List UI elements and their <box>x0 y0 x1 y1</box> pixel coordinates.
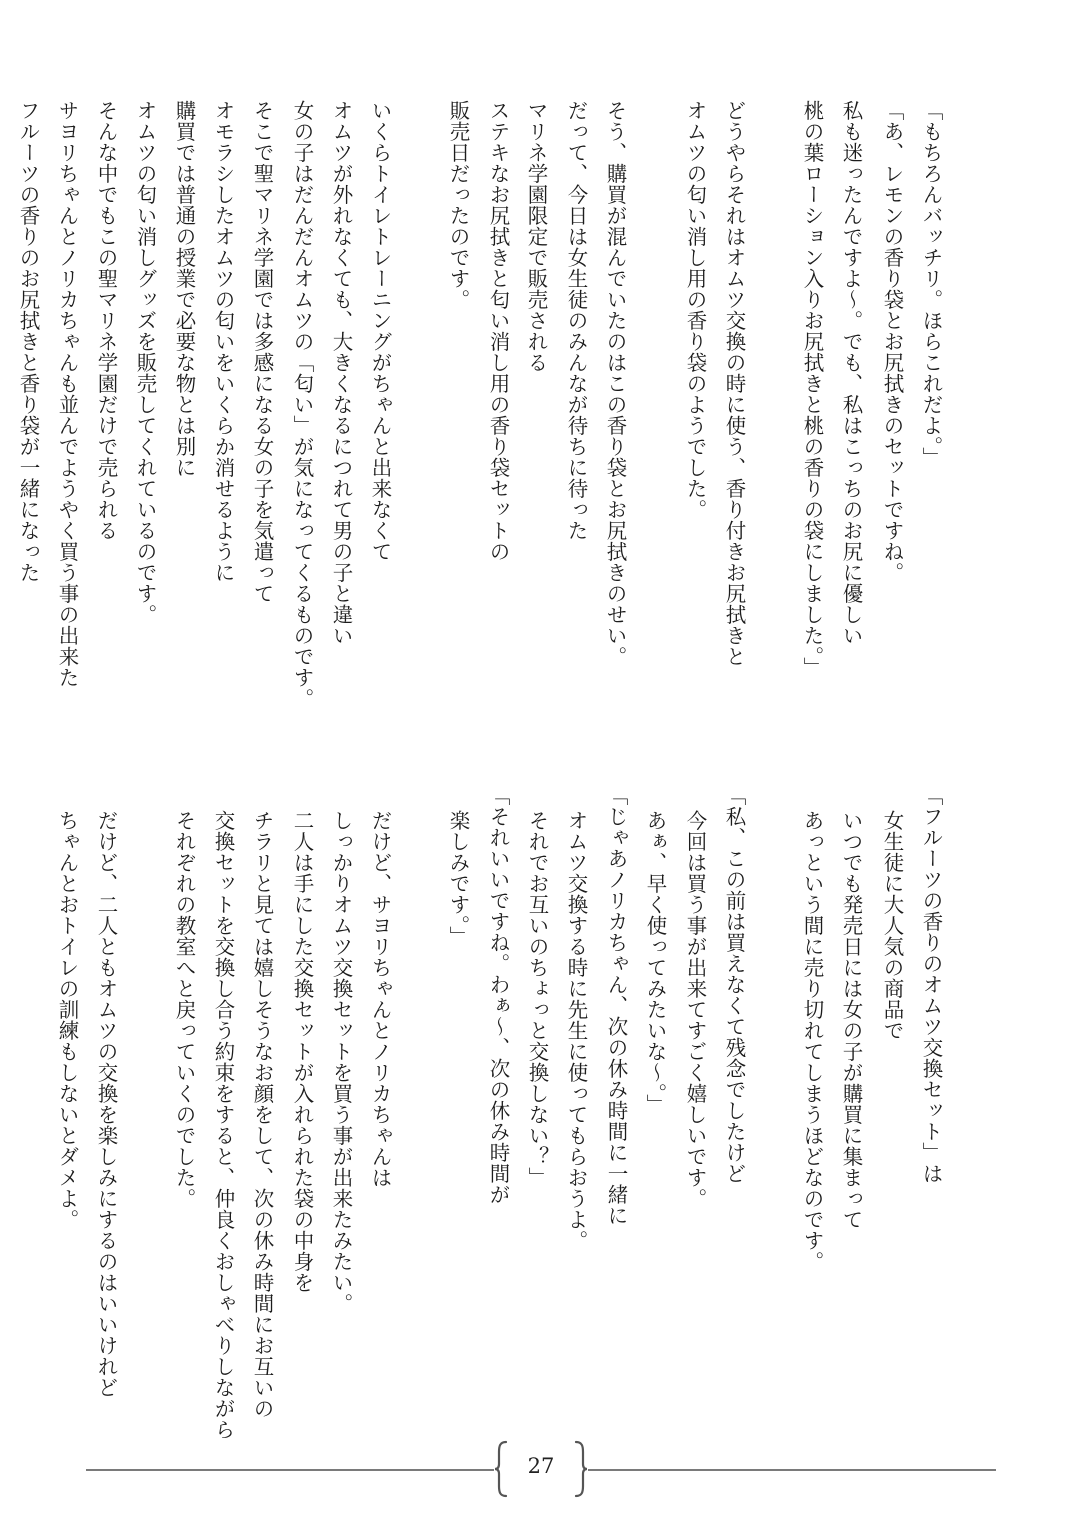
text-column: オムツ交換する時に先生に使ってもらおうよ。 <box>564 810 588 1251</box>
text-column: フルーツの香りのお尻拭きと香り袋が一緒になった <box>16 100 40 583</box>
text-column: 交換セットを交換し合う約束をすると、仲良くおしゃべりしながら <box>211 810 235 1440</box>
text-column: サヨリちゃんとノリカちゃんも並んでようやく買う事の出来た <box>55 100 79 688</box>
text-column: 桃の葉ローション入りお尻拭きと桃の香りの袋にしました。」 <box>800 100 824 678</box>
text-column: チラリと見ては嬉しそうなお顔をして、次の休み時間にお互いの <box>250 810 274 1419</box>
footer-rule-right <box>588 1469 996 1471</box>
text-column: 「それいいですね。わぁ〜、次の休み時間が <box>486 785 510 1205</box>
text-column: だけど、二人ともオムツの交換を楽しみにするのはいいけれど <box>94 810 118 1398</box>
left-brace-icon <box>494 1440 508 1498</box>
footer-rule-left <box>86 1469 494 1471</box>
text-column: 「あ、レモンの香り袋とお尻拭きのセットですね。 <box>880 100 904 583</box>
text-column: しっかりオムツ交換セットを買う事が出来たみたい。 <box>329 810 353 1314</box>
text-column: 二人は手にした交換セットが入れられた袋の中身を <box>290 810 314 1293</box>
text-column: 「フルーツの香りのオムツ交換セット」は <box>919 785 943 1184</box>
right-brace-icon <box>574 1440 588 1498</box>
text-column: そんな中でもこの聖マリネ学園だけで売られる <box>94 100 118 541</box>
text-column: ステキなお尻拭きと匂い消し用の香り袋セットの <box>486 100 510 562</box>
text-column: 楽しみです。」 <box>446 810 470 947</box>
text-column: そう、購買が混んでいたのはこの香り袋とお尻拭きのせい。 <box>603 100 627 667</box>
text-column: マリネ学園限定で販売される <box>524 100 548 373</box>
text-column: そこで聖マリネ学園では多感になる女の子を気遣って <box>250 100 274 604</box>
text-column: 「私、この前は買えなくて残念でしたけど <box>722 785 746 1184</box>
text-column: それぞれの教室へと戻っていくのでした。 <box>172 810 196 1209</box>
text-column: 購買では普通の授業で必要な物とは別に <box>172 100 196 478</box>
text-column: 「じゃあノリカちゃん、次の休み時間に一緒に <box>604 785 628 1226</box>
page-footer <box>0 1440 1080 1500</box>
text-column: ちゃんとおトイレの訓練もしないとダメよ。 <box>55 810 79 1230</box>
text-column: 私も迷ったんですよ〜。でも、私はこっちのお尻に優しい <box>839 100 863 646</box>
text-column: オモラシしたオムツの匂いをいくらか消せるように <box>211 100 235 583</box>
page-number: 27 <box>527 1454 555 1478</box>
text-column: どうやらそれはオムツ交換の時に使う、香り付きお尻拭きと <box>722 100 746 667</box>
text-column: だけど、サヨリちゃんとノリカちゃんは <box>368 810 392 1188</box>
text-column: 「もちろんバッチリ。ほらこれだよ。」 <box>919 100 943 468</box>
text-column: 女の子はだんだんオムツの「匂い」が気になってくるものです。 <box>290 100 314 709</box>
text-column: オムツの匂い消し用の香り袋のようでした。 <box>683 100 707 520</box>
text-column: 女生徒に大人気の商品で <box>880 810 904 1041</box>
text-column: オムツが外れなくても、大きくなるにつれて男の子と違い <box>329 100 353 646</box>
text-column: それでお互いのちょっと交換しない？」 <box>525 810 549 1188</box>
text-column: だって、今日は女生徒のみんなが待ちに待った <box>564 100 588 541</box>
text-column: 販売日だったのです。 <box>446 100 470 310</box>
text-column: 今回は買う事が出来てすごく嬉しいです。 <box>683 810 707 1209</box>
text-column: いくらトイレトレーニングがちゃんと出来なくて <box>368 100 392 562</box>
text-column: オムツの匂い消しグッズを販売してくれているのです。 <box>133 100 157 625</box>
text-column: あっという間に売り切れてしまうほどなのです。 <box>800 810 824 1272</box>
text-column: いつでも発売日には女の子が購買に集まって <box>839 810 863 1230</box>
text-column: あぁ、早く使ってみたいな〜。」 <box>643 810 667 1115</box>
